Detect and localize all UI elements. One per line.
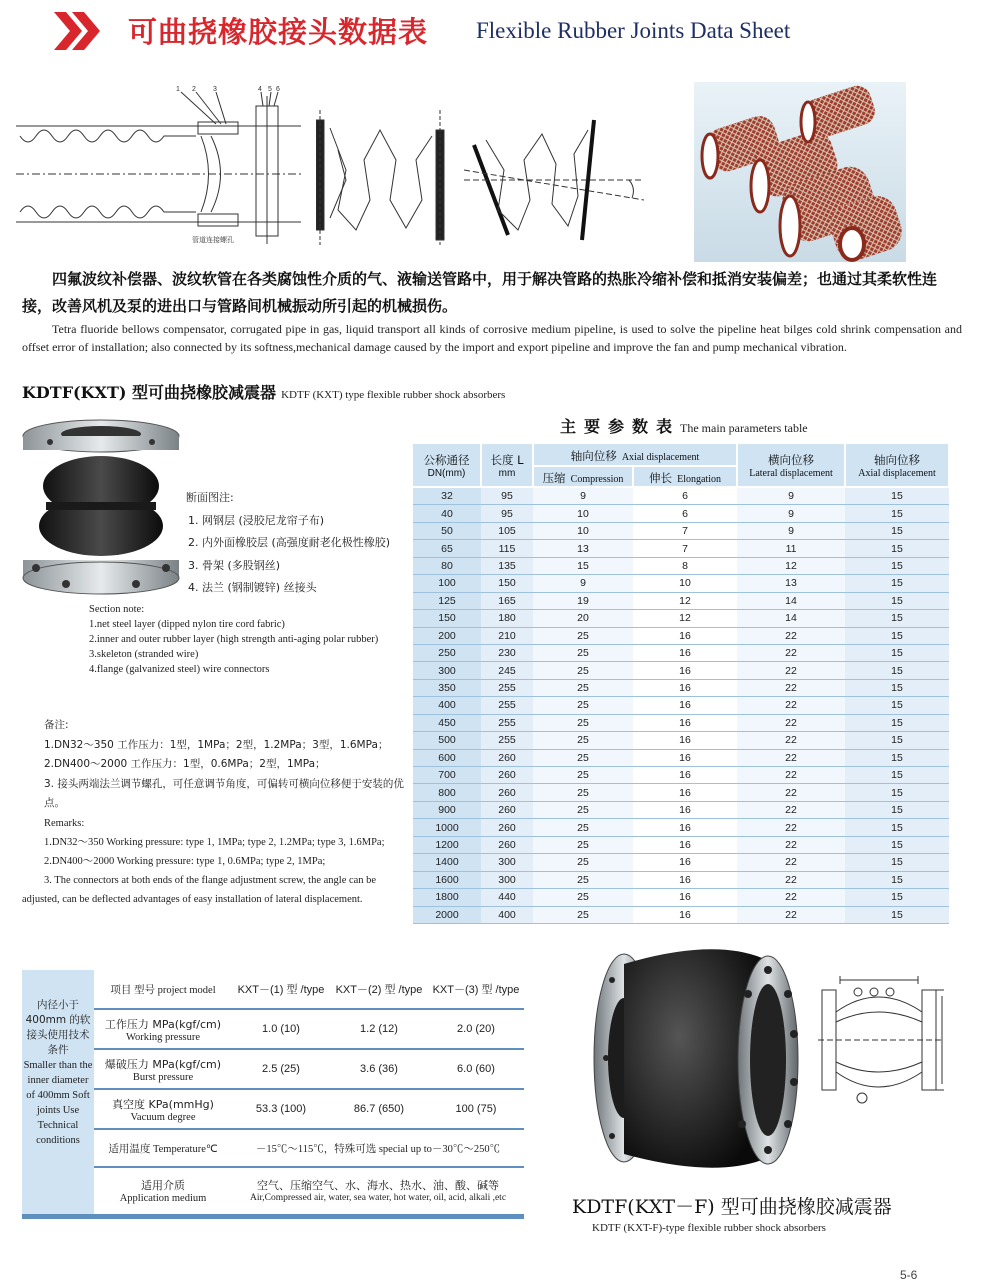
table-cell: 12: [633, 610, 737, 627]
table-cell: 16: [633, 819, 737, 836]
table-cell: 95: [481, 505, 533, 522]
table-row: [413, 889, 949, 906]
header-compression-cn: 压缩: [542, 471, 566, 485]
table-cell: 16: [633, 732, 737, 749]
table-cell: 32: [413, 487, 481, 505]
table-cell: 22: [737, 854, 845, 871]
table-cell: 80: [413, 557, 481, 574]
table-cell: 16: [633, 871, 737, 888]
section-heading-kxt-f-en: KDTF (KXT-F)-type flexible rubber shock absorbers: [592, 1222, 826, 1234]
remarks-en: [22, 814, 406, 909]
section-notes-title-en: Section note:: [89, 604, 145, 615]
table-cell: 1000: [413, 819, 481, 836]
table-row: [413, 592, 949, 609]
table-cell: 16: [633, 697, 737, 714]
remark-line: 1.DN32～350 Working pressure: type 1, 1MPa; type 2, 1.2MPa; type 3, 1.6MPa;: [44, 837, 385, 848]
tech-row-label-en: Working pressure: [125, 1031, 201, 1043]
table-row: [413, 505, 949, 522]
header-elongation: [633, 466, 737, 487]
tech-header-type2: KXT－(2) 型 /type: [335, 984, 423, 996]
tech-header-type3: KXT－(3) 型 /type: [432, 984, 520, 996]
part-number-label: 3: [213, 86, 217, 93]
tech-row-label-en: Vacuum degree: [130, 1111, 196, 1123]
table-cell: 260: [481, 819, 533, 836]
table-row: [413, 627, 949, 644]
table-cell: 165: [481, 592, 533, 609]
tech-header-row: [94, 970, 524, 1010]
table-cell: 15: [845, 871, 949, 888]
table-cell: 16: [633, 767, 737, 784]
section-note-item: 3.skeleton (stranded wire): [89, 649, 199, 660]
table-cell: 15: [845, 889, 949, 906]
table-cell: 10: [533, 522, 633, 539]
tech-cell-medium-en: Air,Compressed air, water, sea water, hot water, oil, acid, alkali ,etc: [249, 1193, 507, 1203]
table-cell: 6: [633, 505, 737, 522]
table-cell: 50: [413, 522, 481, 539]
bolt-hole-label: 管道连接螺孔: [192, 237, 234, 244]
section-notes-cn: [186, 487, 390, 600]
tech-row-label-en: Burst pressure: [132, 1071, 194, 1083]
tech-row-label-cn: 真空度 KPa(mmHg): [112, 1097, 214, 1111]
table-row: [413, 871, 949, 888]
kxt-f-cross-section-drawing: [818, 972, 948, 1112]
table-cell: 15: [845, 522, 949, 539]
header-axial2-cn: 轴向位移: [874, 452, 921, 467]
table-cell: 13: [533, 540, 633, 557]
tech-header-type1: KXT－(1) 型 /type: [237, 984, 325, 996]
joint-cross-section-drawing: [16, 84, 301, 244]
section-note-item: 3. 骨架 (多股钢丝): [188, 558, 281, 572]
table-cell: 22: [737, 889, 845, 906]
table-cell: 22: [737, 819, 845, 836]
header-dn: [413, 444, 481, 487]
table-cell: 15: [845, 767, 949, 784]
params-table-title: [560, 414, 808, 437]
table-cell: 11: [737, 540, 845, 557]
remark-line: 3. The connectors at both ends of the flange adjustment screw, the angle can be adjusted, can be deflected advantages of easy installation of lateral displacement.: [22, 875, 377, 905]
table-cell: 260: [481, 749, 533, 766]
table-cell: 600: [413, 749, 481, 766]
header-axial-en: Axial displacement: [621, 452, 700, 463]
table-cell: 25: [533, 662, 633, 679]
header-axial2-en: Axial displacement: [858, 467, 936, 479]
table-cell: 350: [413, 679, 481, 696]
table-row: [413, 819, 949, 836]
table-cell: 800: [413, 784, 481, 801]
table-cell: 15: [845, 732, 949, 749]
table-cell: 260: [481, 767, 533, 784]
table-cell: 1400: [413, 854, 481, 871]
table-cell: 9: [533, 487, 633, 505]
tech-row-label-cn: 适用介质: [141, 1178, 185, 1192]
table-cell: 25: [533, 871, 633, 888]
table-cell: 700: [413, 767, 481, 784]
part-number-label: 6: [276, 86, 280, 93]
table-cell: 260: [481, 801, 533, 818]
table-cell: 100: [413, 575, 481, 592]
table-cell: 450: [413, 714, 481, 731]
header-dn-en: DN(mm): [427, 467, 466, 479]
table-row: [413, 662, 949, 679]
params-title-cn: 主要参数表: [560, 417, 681, 436]
table-cell: 14: [737, 592, 845, 609]
header-dn-cn: 公称通径: [423, 452, 470, 467]
table-cell: 15: [845, 505, 949, 522]
remark-line: 2.DN400～2000 工作压力：1型，0.6MPa；2型，1MPa；: [44, 758, 326, 770]
table-cell: 260: [481, 836, 533, 853]
header-length: [481, 444, 533, 487]
table-cell: 22: [737, 906, 845, 923]
tech-cell: 2.0 (20): [457, 1023, 495, 1035]
part-number-label: 5: [268, 86, 272, 93]
section-notes-title-cn: 断面图注:: [186, 491, 234, 504]
table-cell: 22: [737, 801, 845, 818]
table-row: [413, 644, 949, 661]
table-cell: 15: [845, 819, 949, 836]
main-parameters-table: [413, 444, 950, 924]
remark-line: 2.DN400～2000 Working pressure: type 1, 0.6MPa; type 2, 1MPa;: [44, 856, 326, 867]
table-cell: 255: [481, 714, 533, 731]
table-cell: 245: [481, 662, 533, 679]
table-row: [413, 557, 949, 574]
section-heading-kxt-f-cn: KDTF(KXT－F) 型可曲挠橡胶减震器: [572, 1196, 892, 1218]
kxt-f-rubber-joint-photo: [582, 928, 808, 1178]
table-row: [413, 679, 949, 696]
table-cell: 16: [633, 801, 737, 818]
header-lateral-cn: 横向位移: [768, 452, 815, 467]
table-cell: 260: [481, 784, 533, 801]
table-cell: 9: [737, 522, 845, 539]
table-cell: 15: [845, 836, 949, 853]
table-cell: 10: [633, 575, 737, 592]
table-cell: 25: [533, 889, 633, 906]
table-cell: 15: [845, 801, 949, 818]
table-cell: 7: [633, 540, 737, 557]
header-compression: [533, 466, 633, 487]
table-cell: 95: [481, 487, 533, 505]
table-cell: 16: [633, 714, 737, 731]
table-cell: 25: [533, 819, 633, 836]
table-cell: 22: [737, 836, 845, 853]
rubber-joint-photo: [20, 414, 182, 600]
table-cell: 150: [481, 575, 533, 592]
table-cell: 9: [737, 505, 845, 522]
table-cell: 16: [633, 749, 737, 766]
table-cell: 10: [533, 505, 633, 522]
header-elongation-cn: 伸长: [649, 471, 673, 485]
table-cell: 200: [413, 627, 481, 644]
table-cell: 8: [633, 557, 737, 574]
table-cell: 900: [413, 801, 481, 818]
table-cell: 25: [533, 627, 633, 644]
table-cell: 2000: [413, 906, 481, 923]
table-cell: 255: [481, 697, 533, 714]
tech-cell-temperature: －15℃～115℃，特殊可选 special up to－30℃～250℃: [255, 1143, 501, 1155]
section-note-item: 1.net steel layer (dipped nylon tire cord fabric): [89, 619, 285, 630]
table-cell: 16: [633, 784, 737, 801]
table-row: [413, 575, 949, 592]
header-lateral-en: Lateral displacement: [749, 467, 833, 479]
tech-cell: 6.0 (60): [457, 1063, 495, 1075]
table-cell: 20: [533, 610, 633, 627]
table-cell: 300: [413, 662, 481, 679]
table-cell: 16: [633, 889, 737, 906]
table-cell: 65: [413, 540, 481, 557]
table-cell: 22: [737, 749, 845, 766]
table-cell: 255: [481, 679, 533, 696]
table-cell: 25: [533, 801, 633, 818]
table-cell: 115: [481, 540, 533, 557]
table-cell: 15: [845, 627, 949, 644]
table-cell: 22: [737, 714, 845, 731]
table-row: [413, 732, 949, 749]
table-cell: 22: [737, 732, 845, 749]
page-number: 5-6: [900, 1268, 918, 1282]
table-cell: 22: [737, 627, 845, 644]
table-cell: 22: [737, 662, 845, 679]
table-cell: 22: [737, 697, 845, 714]
header-length-en: mm: [498, 467, 516, 479]
section-heading-cn: KDTF(KXT) 型可曲挠橡胶减震器: [22, 383, 276, 402]
table-cell: 150: [413, 610, 481, 627]
table-cell: 15: [845, 662, 949, 679]
table-cell: 15: [533, 557, 633, 574]
angular-deflection-drawing: [464, 100, 644, 245]
table-cell: 25: [533, 784, 633, 801]
header-axial2: [845, 444, 949, 487]
table-cell: 15: [845, 784, 949, 801]
table-cell: 1600: [413, 871, 481, 888]
section-note-item: 1. 网钢层 (浸胶尼龙帘子布): [188, 513, 325, 527]
table-cell: 22: [737, 871, 845, 888]
tech-cell: 3.6 (36): [360, 1063, 398, 1075]
ptfe-bellows-photo: [694, 82, 906, 262]
tech-conditions-label: [22, 970, 94, 1214]
table-cell: 25: [533, 836, 633, 853]
remarks-cn: [44, 716, 406, 814]
table-cell: 16: [633, 906, 737, 923]
tech-row-label-en: Application medium: [119, 1192, 207, 1204]
table-cell: 15: [845, 592, 949, 609]
table-row: [413, 801, 949, 818]
tech-cell-medium-cn: 空气、压缩空气、水、海水、热水、油、酸、碱等: [257, 1179, 499, 1192]
tech-row-vacuum: [94, 1090, 524, 1130]
tech-row-label-cn: 爆破压力 MPa(kgf/cm): [104, 1057, 222, 1071]
tech-row-label: 适用温度 Temperature℃: [108, 1143, 218, 1155]
tech-header-item: 项目 型号 project model: [110, 984, 216, 996]
tech-row-medium: [94, 1168, 524, 1212]
table-cell: 400: [481, 906, 533, 923]
part-number-label: 2: [192, 86, 196, 93]
params-title-en: The main parameters table: [680, 421, 808, 435]
table-cell: 16: [633, 854, 737, 871]
header-compression-en: Compression: [570, 474, 624, 485]
table-cell: 13: [737, 575, 845, 592]
table-cell: 15: [845, 697, 949, 714]
table-cell: 15: [845, 906, 949, 923]
tech-cell: 86.7 (650): [353, 1103, 405, 1115]
tech-cell: 100 (75): [455, 1103, 497, 1115]
table-cell: 15: [845, 540, 949, 557]
table-cell: 1200: [413, 836, 481, 853]
table-cell: 12: [633, 592, 737, 609]
table-row: [413, 540, 949, 557]
remarks-title-cn: 备注:: [44, 719, 69, 731]
table-row: [413, 784, 949, 801]
section-note-item: 2. 内外面橡胶层 (高强度耐老化极性橡胶): [188, 536, 391, 549]
section-note-item: 2.inner and outer rubber layer (high strength anti-aging polar rubber): [89, 634, 379, 645]
table-cell: 15: [845, 610, 949, 627]
table-cell: 15: [845, 557, 949, 574]
chevron-logo-icon: [54, 10, 112, 52]
table-cell: 16: [633, 644, 737, 661]
table-cell: 15: [845, 679, 949, 696]
table-row: [413, 906, 949, 923]
tech-row-burst-pressure: [94, 1050, 524, 1090]
technical-conditions-table: [22, 970, 524, 1214]
bellows-drawing: [316, 100, 456, 245]
table-cell: 180: [481, 610, 533, 627]
table-row: [413, 522, 949, 539]
tech-cell: 1.0 (10): [262, 1023, 300, 1035]
table-cell: 15: [845, 749, 949, 766]
header-axial-cn: 轴向位移: [570, 449, 617, 463]
table-cell: 16: [633, 662, 737, 679]
table-cell: 15: [845, 644, 949, 661]
table-cell: 25: [533, 697, 633, 714]
section-heading-kxt: [22, 380, 505, 403]
table-row: [413, 610, 949, 627]
table-cell: 19: [533, 592, 633, 609]
table-cell: 25: [533, 644, 633, 661]
table-cell: 105: [481, 522, 533, 539]
tech-cell: 53.3 (100): [255, 1103, 307, 1115]
tech-cell: 1.2 (12): [360, 1023, 398, 1035]
tech-cell: 2.5 (25): [262, 1063, 300, 1075]
table-cell: 440: [481, 889, 533, 906]
table-cell: 22: [737, 767, 845, 784]
table-cell: 300: [481, 871, 533, 888]
part-number-label: 1: [176, 86, 180, 93]
intro-text-en: Tetra fluoride bellows compensator, corrugated pipe in gas, liquid transport all kinds of corrosive medium pipeline, is used to solve the pipeline heat bilges cold shrink compensation and offset error of installation; also connected by its softness,mechanical damage caused by the import and export pipeline and improve the fan and pump mechanical vibration.: [22, 322, 962, 354]
table-cell: 22: [737, 679, 845, 696]
table-row: [413, 714, 949, 731]
table-cell: 16: [633, 627, 737, 644]
table-row: [413, 854, 949, 871]
remarks-title-en: Remarks:: [44, 818, 85, 829]
table-cell: 25: [533, 732, 633, 749]
table-cell: 16: [633, 679, 737, 696]
part-number-label: 4: [258, 86, 262, 93]
table-cell: 135: [481, 557, 533, 574]
table-cell: 125: [413, 592, 481, 609]
section-heading-en: KDTF (KXT) type flexible rubber shock absorbers: [281, 389, 506, 401]
table-cell: 15: [845, 854, 949, 871]
table-cell: 12: [737, 557, 845, 574]
tech-row-working-pressure: [94, 1010, 524, 1050]
tech-row-label-cn: 工作压力 MPa(kgf/cm): [104, 1017, 222, 1031]
table-cell: 15: [845, 714, 949, 731]
table-cell: 210: [481, 627, 533, 644]
table-cell: 16: [633, 836, 737, 853]
intro-text-cn: 四氟波纹补偿器、波纹软管在各类腐蚀性介质的气、液输送管路中，用于解决管路的热胀冷缩补偿和抵消安装偏差；也通过其柔软性连接，改善风机及泵的进出口与管路间机械振动所引起的机械损伤。: [22, 270, 938, 315]
tech-row-temperature: [94, 1130, 524, 1168]
table-row: [413, 697, 949, 714]
table-row: [413, 487, 949, 505]
remark-line: 1.DN32～350 工作压力：1型，1MPa；2型，1.2MPa；3型，1.6MPa；: [44, 738, 389, 751]
table-cell: 300: [481, 854, 533, 871]
table-cell: 40: [413, 505, 481, 522]
table-cell: 15: [845, 487, 949, 505]
table-cell: 25: [533, 767, 633, 784]
remark-line: 3. 接头两端法兰调节螺孔，可任意调节角度，可偏转可横向位移便于安装的优点。: [44, 777, 404, 809]
table-cell: 25: [533, 854, 633, 871]
table-cell: 9: [533, 575, 633, 592]
header-lateral: [737, 444, 845, 487]
table-cell: 22: [737, 644, 845, 661]
table-cell: 15: [845, 575, 949, 592]
table-cell: 14: [737, 610, 845, 627]
table-cell: 255: [481, 732, 533, 749]
section-notes-en: [89, 602, 378, 677]
table-cell: 25: [533, 714, 633, 731]
table-cell: 6: [633, 487, 737, 505]
table-row: [413, 767, 949, 784]
header-length-cn: 长度 L: [490, 452, 524, 467]
page-title-en: Flexible Rubber Joints Data Sheet: [476, 18, 791, 43]
table-cell: 1800: [413, 889, 481, 906]
header-elongation-en: Elongation: [677, 474, 721, 485]
table-row: [413, 836, 949, 853]
table-cell: 25: [533, 906, 633, 923]
table-row: [413, 749, 949, 766]
section-note-item: 4. 法兰 (钢制镀锌) 丝接头: [188, 581, 317, 594]
table-cell: 25: [533, 749, 633, 766]
table-cell: 250: [413, 644, 481, 661]
table-cell: 25: [533, 679, 633, 696]
section-note-item: 4.flange (galvanized steel) wire connectors: [89, 664, 270, 675]
table-cell: 500: [413, 732, 481, 749]
page-title-cn: 可曲挠橡胶接头数据表: [128, 15, 429, 49]
header-axial-displacement: [533, 444, 737, 466]
tech-conditions-label-en: Smaller than the inner diameter of 400mm Soft joints Use Technical conditions: [23, 1060, 93, 1146]
table-cell: 22: [737, 784, 845, 801]
table-bottom-rule: [22, 1214, 524, 1219]
table-cell: 400: [413, 697, 481, 714]
table-cell: 9: [737, 487, 845, 505]
table-cell: 7: [633, 522, 737, 539]
table-cell: 230: [481, 644, 533, 661]
tech-conditions-label-cn: 内径小于400mm 的软接头使用技术条件: [25, 999, 91, 1056]
